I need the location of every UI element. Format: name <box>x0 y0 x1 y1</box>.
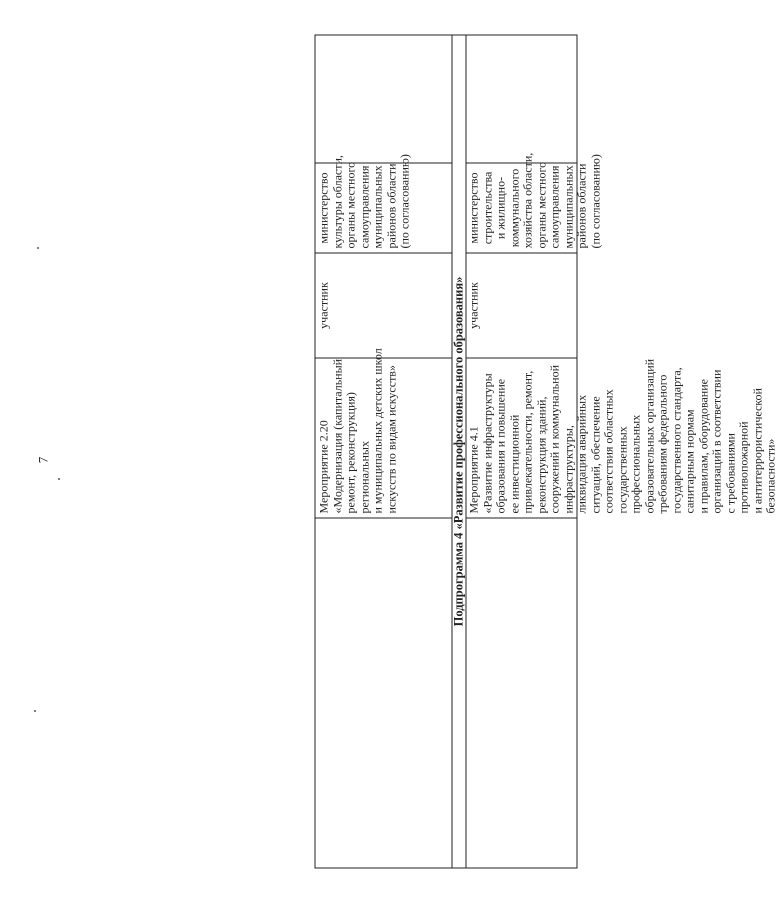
partners-cell <box>466 152 602 253</box>
text-line: (по согласованию) <box>397 154 412 249</box>
text-line: участник <box>466 282 481 329</box>
program-table <box>315 35 778 869</box>
text-line: организаций в соответствии <box>709 369 724 514</box>
text-line: и жилищно- <box>493 176 508 240</box>
text-line: органы местного <box>534 161 548 249</box>
scan-speck <box>34 710 36 712</box>
table-row <box>316 36 453 868</box>
text-line: образовательных организаций <box>642 358 656 514</box>
text-line: соответствия областных <box>601 389 616 514</box>
role-cell <box>466 253 577 358</box>
text-line: сооружений и коммунальной <box>547 365 562 514</box>
text-line: участник <box>316 282 331 329</box>
text-line: коммунального <box>507 168 521 248</box>
text-line: культуры области, <box>330 155 344 249</box>
subprogram-row <box>452 36 467 868</box>
text-line: районов области <box>384 163 398 249</box>
text-line: инфраструктуры, <box>561 425 575 514</box>
text-line: противопожарной <box>736 421 751 514</box>
text-line: министерство <box>316 172 331 244</box>
text-line: привлекательности, ремонт, <box>520 370 535 514</box>
text-line: образования и повышение <box>493 378 508 514</box>
text-line: и муниципальных детских школ <box>370 348 385 514</box>
text-line: и антитеррористической <box>750 388 764 514</box>
text-line: муниципальных <box>370 165 385 249</box>
role-cell <box>316 253 452 358</box>
table-cell <box>316 36 452 163</box>
text-line: ремонт, реконструкция) <box>343 392 358 514</box>
text-line: искусств по видам искусств» <box>384 365 398 514</box>
text-line: государственного стандарта, <box>669 367 683 514</box>
text-line: требованиям федерального <box>655 374 670 514</box>
text-line: ликвидация аварийных <box>574 394 589 514</box>
subprogram-heading: Подпрограмма 4 «Развитие профессионального образования» <box>451 276 466 627</box>
measure-cell <box>316 348 452 518</box>
text-line: хозяйства области, <box>520 152 535 249</box>
text-line: государственных <box>615 426 629 514</box>
text-line: реконструкция зданий, <box>534 396 548 514</box>
rotated-table-wrapper <box>315 35 778 869</box>
text-line: и правилам, оборудование <box>696 379 710 514</box>
partners-cell <box>316 154 452 253</box>
text-line: Мероприятие 4.1 <box>466 426 481 514</box>
text-line: санитарным нормам <box>682 409 697 514</box>
text-line: ее инвестиционной <box>507 414 521 514</box>
table-cell <box>466 518 577 868</box>
text-line: Мероприятие 2.20 <box>316 420 331 514</box>
text-line: районов области <box>574 163 589 249</box>
measure-cell <box>466 358 778 518</box>
text-line: министерство <box>466 172 481 244</box>
scan-speck <box>37 247 39 249</box>
text-line: с требованиями <box>723 433 737 514</box>
text-line: региональных <box>357 441 371 514</box>
text-line: самоуправления <box>547 165 562 249</box>
text-line: (по согласованию) <box>588 154 602 249</box>
text-line: «Развитие инфраструктуры <box>480 373 494 514</box>
text-line: безопасности» <box>763 438 778 514</box>
table-row <box>466 36 778 868</box>
table-cell <box>466 36 577 163</box>
scan-speck <box>58 478 60 480</box>
text-line: «Модернизация (капитальный <box>330 358 344 514</box>
text-line: муниципальных <box>561 165 575 249</box>
text-line: строительства <box>480 171 494 245</box>
text-line: ситуаций, обеспечение <box>588 396 602 514</box>
page-number: 7 <box>35 456 51 464</box>
table-cell <box>316 518 452 868</box>
text-line: профессиональных <box>628 414 643 514</box>
text-line: органы местного <box>343 161 358 249</box>
text-line: самоуправления <box>357 165 371 249</box>
